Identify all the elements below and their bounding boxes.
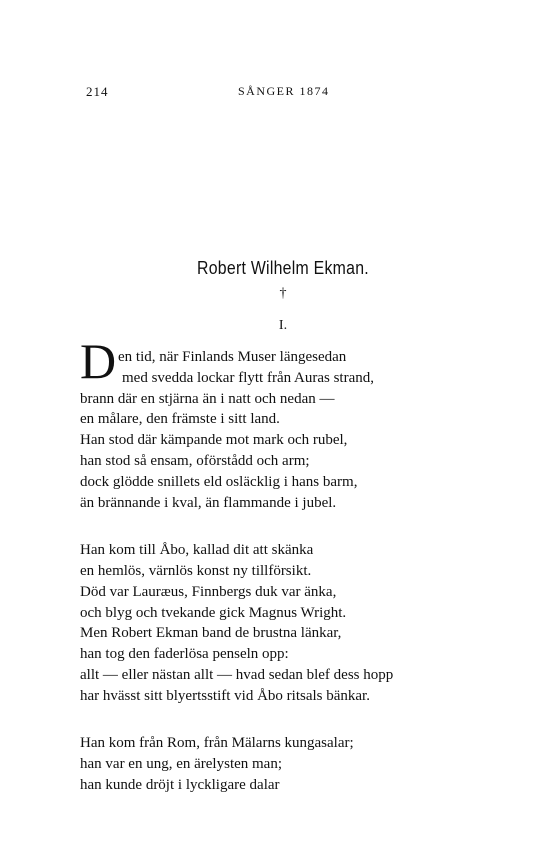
running-title: SÅNGER 1874 <box>238 84 330 98</box>
poem-line: en hemlös, värnlös konst ny tillförsikt. <box>80 563 312 579</box>
poem-line: Död var Lauræus, Finnbergs duk var änka, <box>80 584 337 600</box>
poem-line: han stod så ensam, oförstådd och arm; <box>80 453 310 469</box>
poem-title: Robert Wilhelm Ekman. <box>197 258 369 278</box>
poem-line: än brännande i kval, än flammande i jubel. <box>80 495 337 511</box>
poem-line: han tog den faderlösa penseln opp: <box>80 646 289 662</box>
section-number: I. <box>278 318 288 333</box>
poem-line: med svedda lockar flytt från Auras strand, <box>122 370 375 386</box>
poem-line: han var en ung, en ärelysten man; <box>80 756 283 772</box>
poem-line: allt — eller nästan allt — hvad sedan blef dess hopp <box>80 667 394 683</box>
poem-line: har hvässt sitt blyertsstift vid Åbo ritsals bänkar. <box>80 688 370 704</box>
poem-line: Han stod där kämpande mot mark och rubel, <box>80 432 348 448</box>
drop-cap: D <box>80 333 117 389</box>
poem-line: han kunde dröjt i lyckligare dalar <box>80 777 280 793</box>
poem-line: Han kom från Rom, från Mälarns kungasalar; <box>80 735 354 751</box>
poem-line: en målare, den främste i sitt land. <box>80 411 280 427</box>
dagger-mark: † <box>279 286 287 301</box>
poem-line: och blyg och tvekande gick Magnus Wright. <box>80 605 347 621</box>
poem-line: en tid, när Finlands Muser längesedan <box>118 349 347 365</box>
poem-line: dock glödde snillets eld osläcklig i hans barm, <box>80 474 358 490</box>
page-number: 214 <box>86 84 109 99</box>
poem-line: Men Robert Ekman band de brustna länkar, <box>80 625 342 641</box>
running-head <box>0 84 544 104</box>
poem-line: brann där en stjärna än i natt och nedan — <box>80 391 335 407</box>
poem-line: Han kom till Åbo, kallad dit att skänka <box>80 542 314 558</box>
